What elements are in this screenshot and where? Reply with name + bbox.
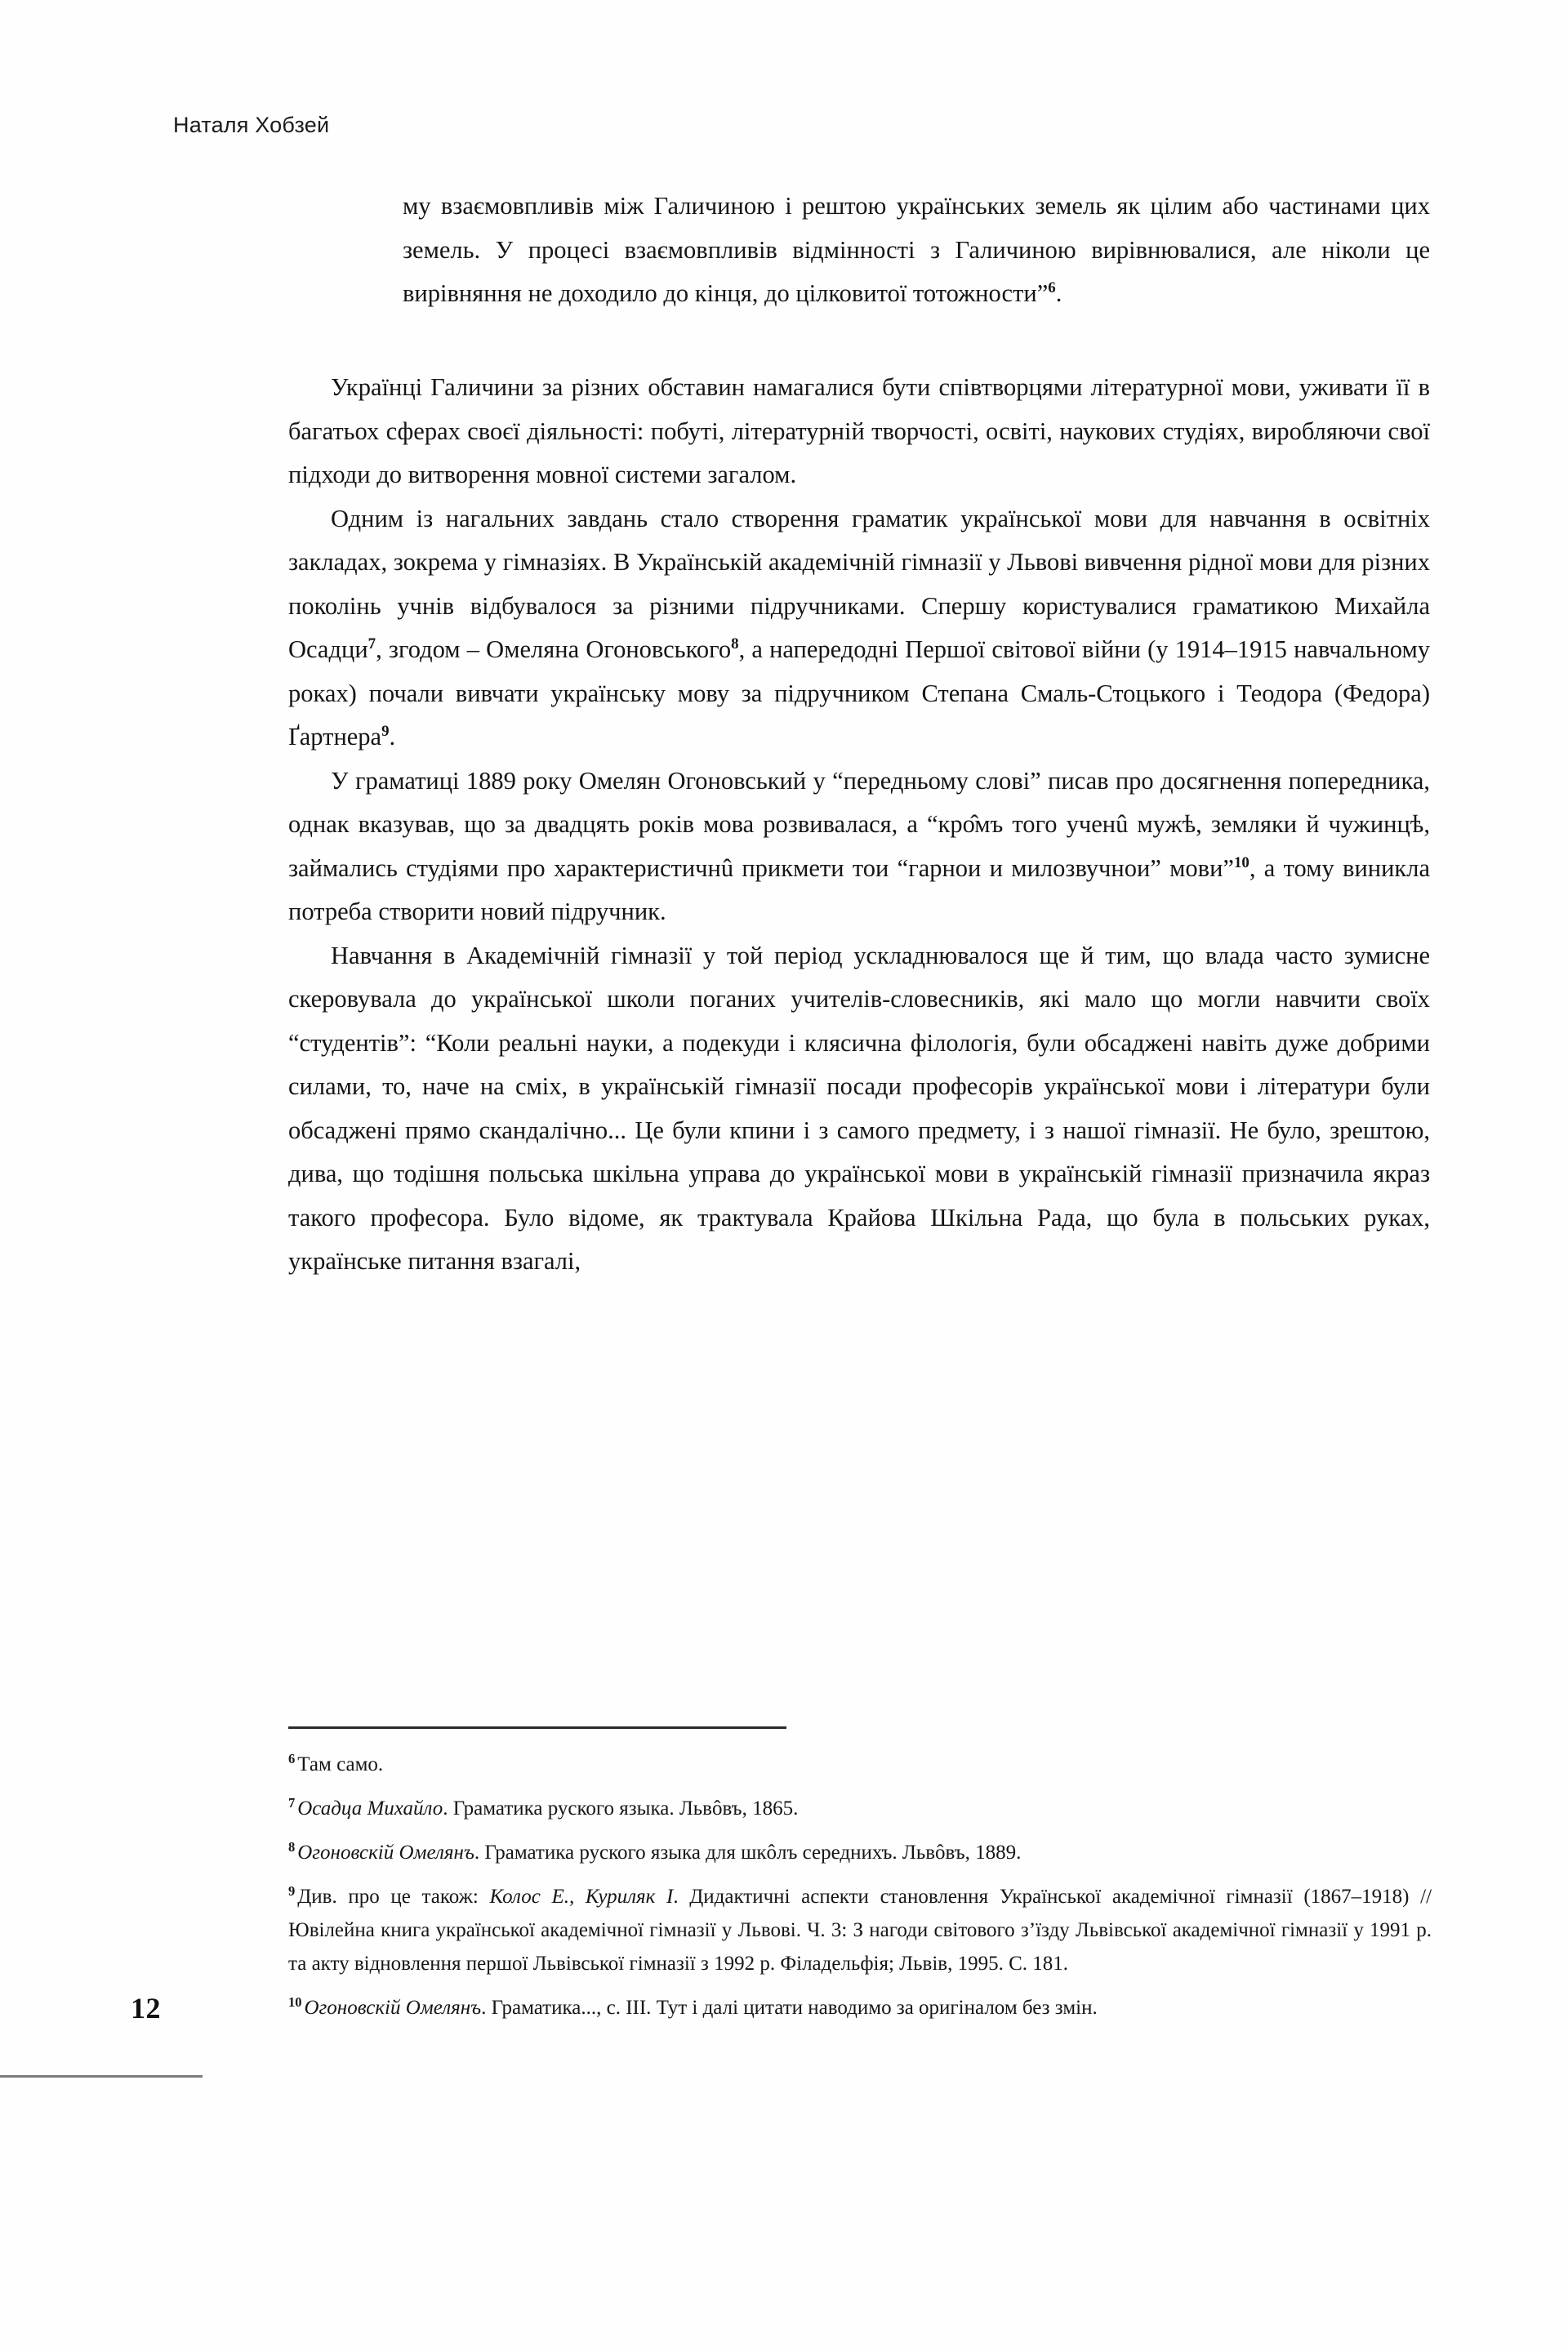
footnote-8-text: . Граматика руского языка для шкôлъ середнихъ. Львôвъ, 1889. <box>474 1842 1022 1864</box>
paragraph-4-text: Навчання в Академічній гімназії у той період ускладнювалося ще й тим, що влада часто зумисне скеровувала до української школи поганих учителів-словесників, які мало що могли навчити своїх “студентів”: “Коли реальні науки, а подекуди і клясична філологія, були обсаджені навіть дуже добрими силами, то, наче на сміх, в українській гімназії посади професорів української мови і літератури були обсаджені прямо скандалічно... Це були кпини і з самого предмету, і з нашої гімназії. Не було, зрештою, дива, що тодішня польська шкільна управа до української мови в українській гімназії призначила якраз такого професора. Було відоме, як трактувала Крайова Шкільна Рада, що була в польських руках, українське питання взагалі, <box>288 941 1430 1275</box>
quote-continuation-paragraph: му взаємовпливів між Галичиною і рештою українських земель як цілим або частинами цих земель. У процесі взаємовпливів відмінності з Галичиною вирівнювалися, але ніколи це вирівняння не доходило до кінця, до цілковитої тотожности”$^6$. <box>403 192 1430 307</box>
footnote-6 <box>288 1748 1432 1781</box>
page-number: 12 <box>131 1992 161 2025</box>
footnote-8-marker: 8 <box>288 1838 296 1855</box>
paragraph-2-text-d: . <box>389 723 396 751</box>
footnote-6-text: Там само. <box>297 1753 384 1775</box>
footnote-ref-9[interactable]: 9 <box>381 722 390 740</box>
footnote-9-authors: Колос Е., Куриляк І <box>489 1886 674 1908</box>
paragraph-1 <box>288 366 1430 497</box>
footnotes-block <box>288 1748 1432 2025</box>
footnote-9-text: . Дидактичні аспекти становлення Української академічної гімназії (1867–1918) // Ювілейна книга української академічної гімназії у Львові. Ч. 3: З нагоди світового з’їзду Львівської академічної гімназії у 1991 р. та акту відновлення першої Львівської гімназії з 1992 р. Філадельфія; Львів, 1995. С. 181. <box>288 1886 1432 1975</box>
footnote-7 <box>288 1792 1432 1825</box>
paragraph-1-text: Українці Галичини за різних обставин намагалися бути співтворцями літературної мови, уживати її в багатьох сферах своєї діяльності: побуті, літературній творчості, освіті, наукових студіях, виробляючи свої підходи до витворення мовної системи загалом. <box>288 373 1430 488</box>
paragraph-2-text-a: Одним із нагальних завдань стало створення граматик української мови для навчання в освітніх закладах, зокрема у гімназіях. В Українській академічній гімназії у Львові вивчення рідної мови для різних поколінь учнів відбувалося за різними підручниками. Спершу користувалися граматикою Михайла Осадци <box>288 504 1430 663</box>
footnote-9-lead: Див. про це також: <box>297 1886 490 1908</box>
body-text-block <box>288 366 1430 1284</box>
footnote-10 <box>288 1991 1432 2025</box>
footnote-10-author: Огоновскій Омелянъ <box>304 1997 482 2019</box>
footnote-ref-10[interactable]: 10 <box>1233 853 1250 871</box>
footnote-8-author: Огоновскій Омелянъ <box>297 1842 474 1864</box>
footnote-7-text: . Граматика руского языка. Львôвъ, 1865. <box>443 1797 799 1820</box>
paragraph-2 <box>288 497 1430 760</box>
paragraph-3 <box>288 760 1430 934</box>
paragraph-3-text-a: У граматиці 1889 року Омелян Огоновський у “передньому слові” писав про досягнення попередника, однак вказував, що за двадцять років мова розвивалася, а “кро̂мъ того ученû мужѣ, земляки й чужинцѣ, займались студіями про характеристичнû прикмети тои “гарнои и милозвучнои” мови” <box>288 766 1430 882</box>
paragraph-2-text-b: , згодом – Омеляна Огоновського <box>376 635 732 663</box>
quote-continuation-text: му взаємовпливів між Галичиною і рештою українських земель як цілим або частинами цих земель. У процесі взаємовпливів відмінності з Галичиною вирівнювалися, але ніколи це вирівняння не доходило до кінця, до цілковитої тотожности” <box>403 192 1430 307</box>
paragraph-4 <box>288 934 1430 1284</box>
footnote-7-author: Осадца Михайло <box>297 1797 443 1820</box>
footnote-9 <box>288 1880 1432 1980</box>
paragraph-3-text-b: , а тому виникла потреба створити новий підручник. <box>288 853 1430 925</box>
footnote-8 <box>288 1836 1432 1869</box>
footnote-6-marker: 6 <box>288 1750 296 1766</box>
folio-rule <box>0 2075 203 2078</box>
footnote-separator-rule <box>288 1726 786 1729</box>
footnote-ref-7[interactable]: 7 <box>368 635 376 653</box>
footnote-9-marker: 9 <box>288 1882 296 1899</box>
footnote-10-marker: 10 <box>288 1993 302 2010</box>
running-head-author: Наталя Хобзей <box>173 113 330 137</box>
footnote-7-marker: 7 <box>288 1794 296 1811</box>
footnote-ref-8[interactable]: 8 <box>731 635 739 653</box>
footnote-10-text: . Граматика..., с. III. Тут і далі цитати наводимо за оригіналом без змін. <box>481 1997 1098 2019</box>
quote-continuation-block <box>403 185 1430 316</box>
footnote-ref-6[interactable]: 6 <box>1048 278 1056 296</box>
paragraph-2-text-c: , а напередодні Першої світової війни (у 1914–1915 навчальному роках) почали вивчати українську мову за підручником Степана Смаль-Стоцького і Теодора (Федора) Ґартнера <box>288 635 1431 751</box>
